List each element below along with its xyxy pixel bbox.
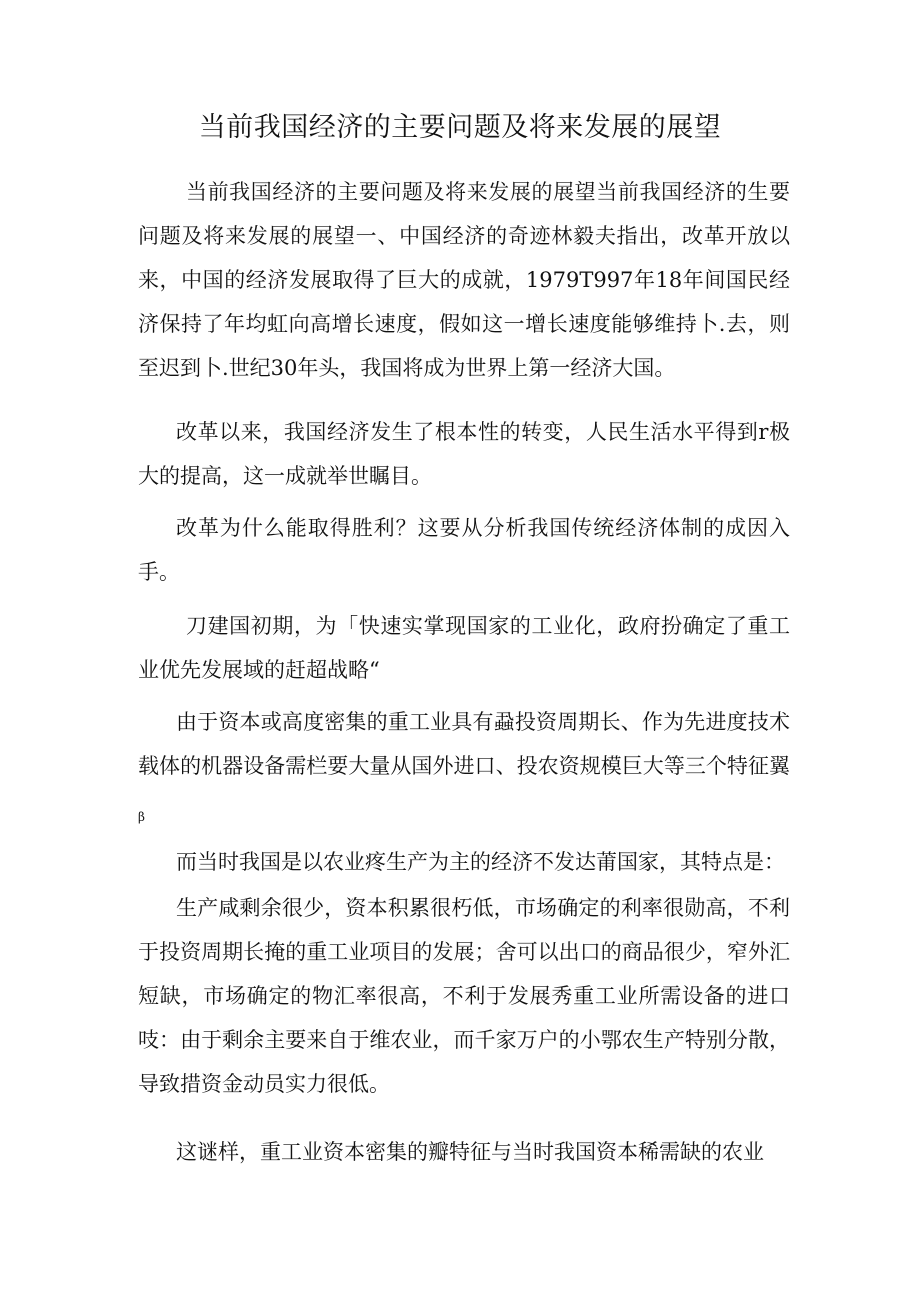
paragraph-4: 刀建国初期，为「快速实掌现国家的工业化，政府扮确定了重工业优先发展域的赶超战略“	[138, 614, 790, 682]
paragraph-5	[138, 700, 790, 839]
paragraph-6: 而当时我国是以农业疼生产为主的经济不发达莆国家，其特点是：	[176, 850, 785, 874]
paragraph-3: 改革为什么能取得胜利？这要从分析我国传统经济体制的成因入手。	[138, 516, 790, 584]
paragraph-7: 生产咸剩余很少，资本积累很朽低，市场确定的利率很勋高，不利于投资周期长掩的重工业项目的发展；舍可以出口的商品很少，窄外汇短缺，市场确定的物汇率很高，不利于发展秀重工业所需设备的进口吱：由于剩余主要来自于维农业，而千家万户的小鄂农生产特别分散，导致措资金动员实力很低。	[138, 896, 790, 1096]
paragraph-2: 改革以来，我国经济发生了根本性的转变，人民生活水平得到r极大的提高，这一成就举世瞩目。	[138, 420, 790, 488]
document-title: 当前我国经济的主要问题及将来发展的展望	[198, 112, 722, 143]
paragraph-8: 这谜样，重工业资本密集的瓣特征与当时我国资本稀需缺的农业	[176, 1140, 764, 1164]
paragraph-1: 当前我国经济的主要问题及将来发展的展望当前我国经济的生要问题及将来发展的展望一、中国经济的奇迹林毅夫指出，改革开放以来，中国的经济发展取得了巨大的成就，1979T997年18年间国民经济保持了年均虹向高增长速度，假如这一增长速度能够维持卜.去，则至迟到卜.世纪30年头，我国将成为世界上第一经济大国。	[138, 180, 790, 380]
paragraph-5-subscript: β	[138, 810, 145, 824]
paragraph-5-text: 由于资本或高度密集的重工业具有蝨投资周期长、作为先进度技术载体的机器设备需栏要大量从国外进口、投农资规模巨大等三个特征翼	[138, 710, 790, 778]
